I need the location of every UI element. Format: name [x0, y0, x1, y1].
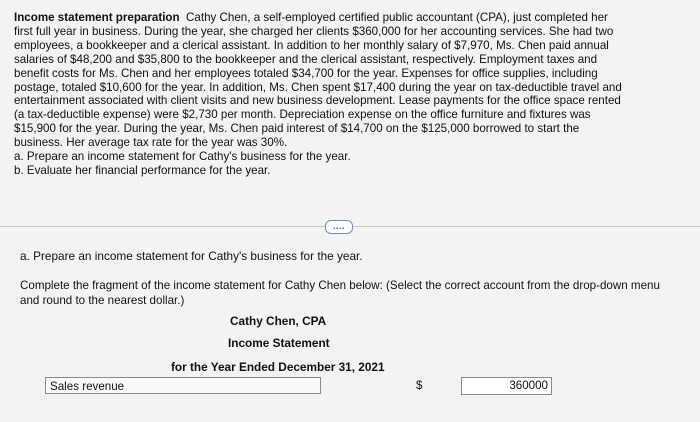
income-statement-row — [45, 377, 548, 399]
problem-line-9: $15,900 for the year. During the year, Ms. Chen paid interest of $14,700 on the $125,000 borrowed to start the — [14, 122, 580, 136]
problem-line-1: Income statement preparation Cathy Chen, a self-employed certified public accountant (CPA), just completed her — [14, 11, 608, 24]
problem-line-4: salaries of $48,200 and $35,800 to the bookkeeper and the clerical assistant, respectively. Employment taxes and — [14, 52, 598, 66]
account-select[interactable]: Sales revenue — [45, 377, 321, 394]
statement-company: Cathy Chen, CPA — [230, 314, 327, 328]
problem-line-3: employees, a bookkeeper and a clerical assistant. In addition to her monthly salary of $7,970, Ms. Chen paid annual — [14, 38, 609, 52]
statement-period: for the Year Ended December 31, 2021 — [171, 360, 385, 374]
problem-line-7: entertainment associated with client visits and new business development. Lease payments for the office space rented — [14, 94, 621, 108]
expand-more-button[interactable]: .... — [325, 220, 353, 234]
problem-text — [14, 11, 686, 178]
amount-input[interactable]: 360000 — [461, 377, 552, 395]
question-a-heading: a. Prepare an income statement for Cathy's business for the year. — [20, 249, 363, 263]
problem-line-8: (a tax-deductible expense) were $2,730 per month. Depreciation expense on the office furniture and fixtures was — [14, 108, 591, 122]
statement-title: Income Statement — [228, 336, 330, 350]
instructions-text: Complete the fragment of the income statement for Cathy Chen below: (Select the correct account from the drop-down menu and round to the nearest dollar.) — [20, 279, 660, 307]
currency-symbol: $ — [416, 379, 423, 392]
problem-part-a: a. Prepare an income statement for Cathy's business for the year. — [14, 150, 351, 164]
problem-line-2: first full year in business. During the year, she charged her clients $360,000 for her accounting services. She had two — [14, 24, 614, 38]
problem-part-b: b. Evaluate her financial performance for the year. — [14, 163, 271, 177]
problem-line-5: benefit costs for Ms. Chen and her employees totaled $34,700 for the year. Expenses for office supplies, including — [14, 66, 598, 80]
problem-line-10: business. Her average tax rate for the year was 30%. — [14, 136, 288, 150]
problem-title: Income statement preparation — [14, 11, 180, 24]
problem-line-6: postage, totaled $10,600 for the year. In addition, Ms. Chen spent $17,400 during the year on tax-deductible travel and — [14, 80, 622, 94]
